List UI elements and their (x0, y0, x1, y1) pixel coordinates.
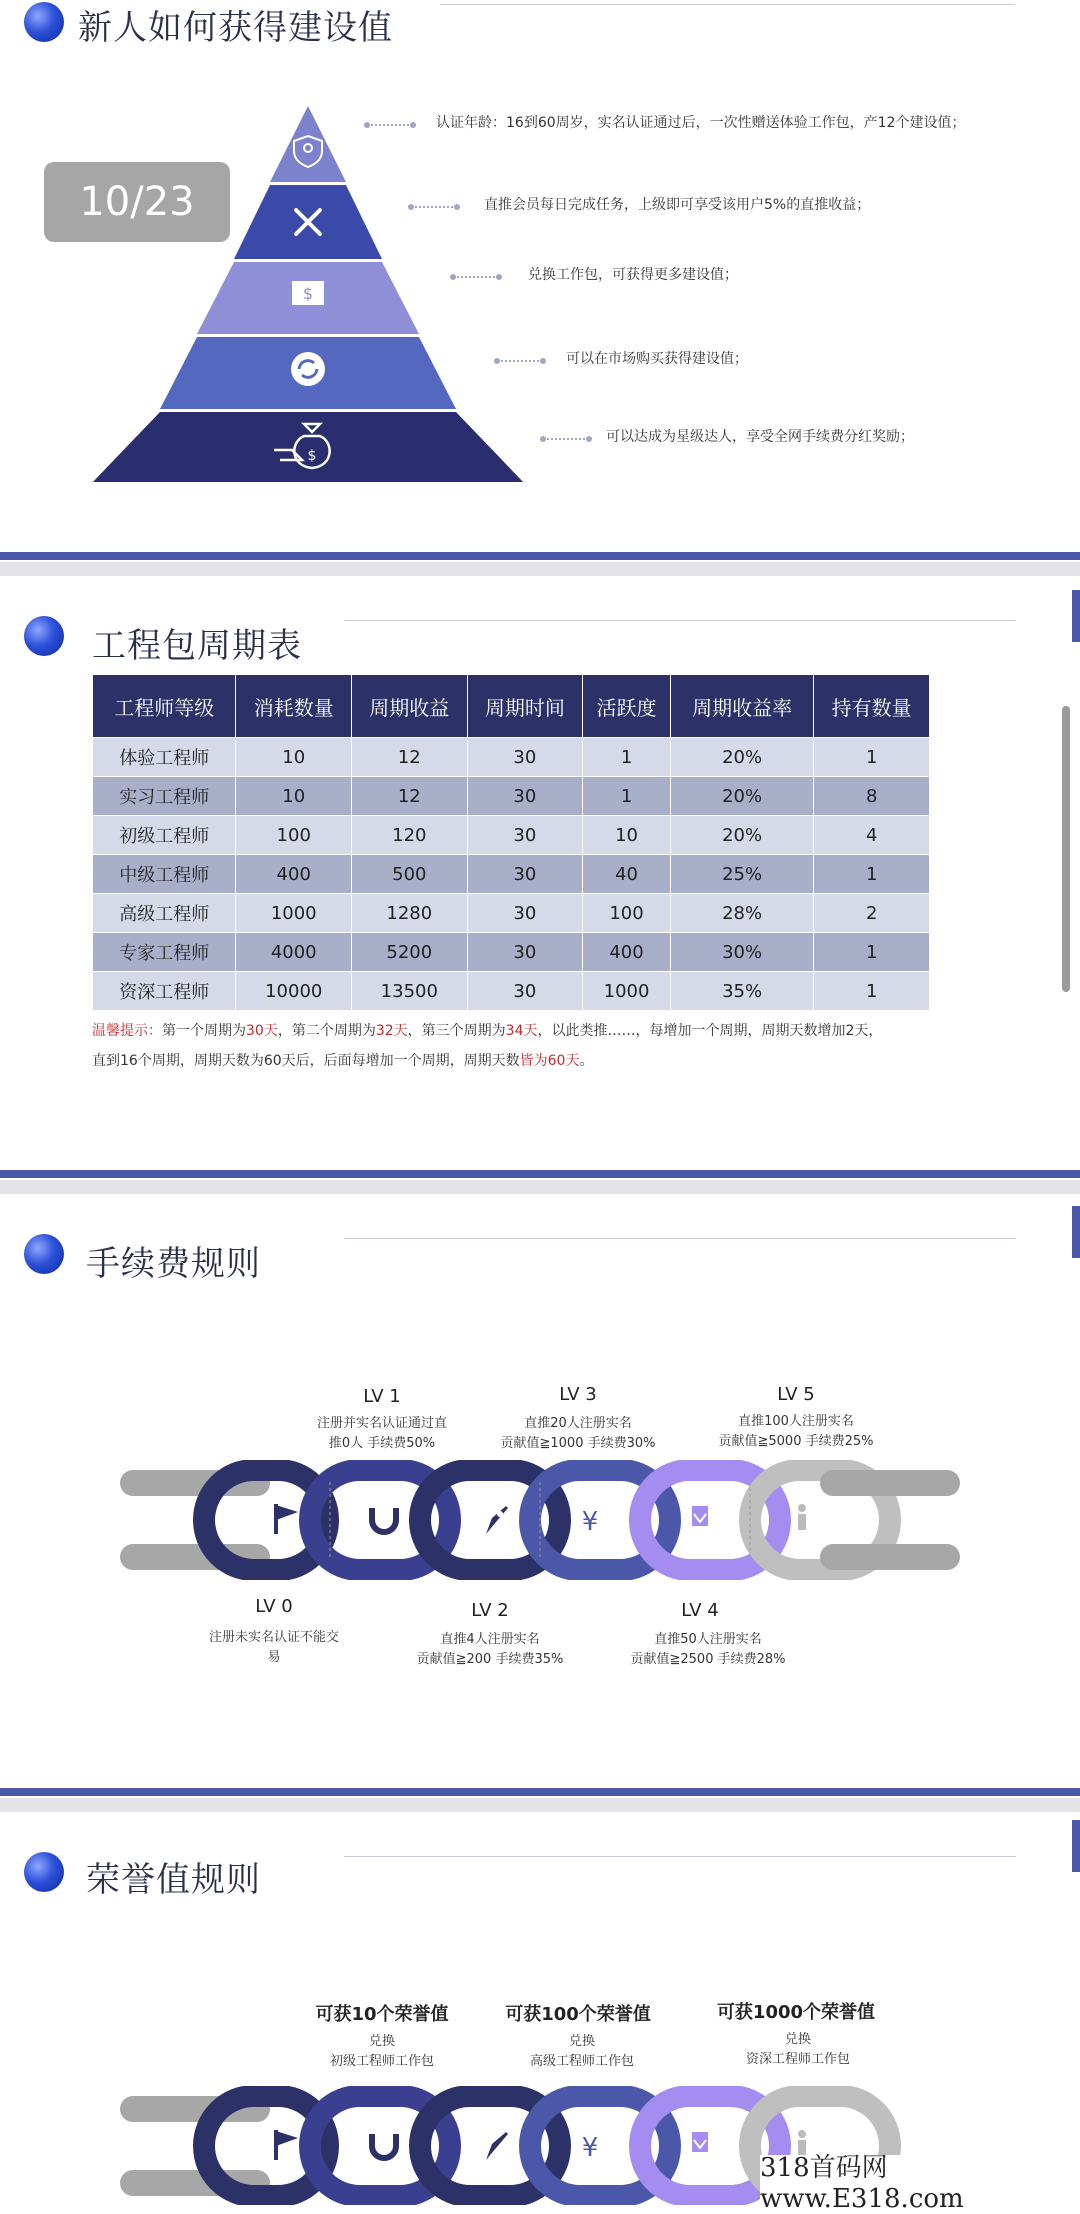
table-cell: 30 (467, 816, 583, 855)
table-cell: 35% (670, 972, 813, 1011)
table-row (93, 933, 930, 972)
level-desc (272, 1414, 492, 1454)
table-cell: 30 (467, 777, 583, 816)
level-title: LV 1 (363, 1386, 401, 1407)
table-cell: 30 (467, 855, 583, 894)
pyramid-connector (412, 206, 456, 208)
tip-text: ，第三个周期为 (407, 1023, 506, 1039)
level-desc (164, 1628, 384, 1668)
table-cell: 400 (236, 855, 352, 894)
pyramid-layer-5 (90, 412, 526, 482)
divider (344, 1238, 1016, 1239)
table-cell: 4000 (236, 933, 352, 972)
table-cell: 8 (814, 777, 930, 816)
tip-text: 。 (579, 1053, 594, 1069)
section-bullet-icon (24, 1852, 64, 1892)
section-bullet-icon (24, 1234, 64, 1274)
table-cell: 高级工程师 (93, 894, 236, 933)
table-cell: 专家工程师 (93, 933, 236, 972)
tip-text: ，第二个周期为 (277, 1023, 376, 1039)
magnet-icon (372, 2134, 396, 2158)
table-header-row (93, 675, 930, 738)
yen-icon: ¥ (581, 1507, 599, 1537)
pyramid-connector (544, 438, 588, 440)
table-row (93, 894, 930, 933)
table-cell: 资深工程师 (93, 972, 236, 1011)
level-title: LV 0 (255, 1596, 293, 1617)
rocket-icon (486, 1506, 508, 1534)
pyramid-connector (454, 276, 498, 278)
column-header: 消耗数量 (236, 675, 352, 738)
table-cell: 30 (467, 972, 583, 1011)
level-desc (468, 1414, 688, 1454)
section-divider-band (0, 1170, 1080, 1178)
honor-desc (472, 2032, 692, 2072)
section-divider-band (0, 562, 1080, 576)
honor-desc-line: 资深工程师工作包 (745, 2052, 850, 2067)
tip-highlight: 30天 (246, 1023, 278, 1039)
section-title: 工程包周期表 (92, 626, 302, 666)
scrollbar[interactable] (1062, 706, 1070, 992)
table-cell: 1 (814, 933, 930, 972)
page-indicator: 10/23 (44, 162, 230, 242)
pyramid-item-text: 可以在市场购买获得建设值； (566, 351, 748, 367)
level-desc-line: 易 (267, 1650, 281, 1665)
column-header: 周期收益 (352, 675, 468, 738)
tip-text: 直到16个周期，周期天数为60天后，后面每增加一个周期，周期天数 (92, 1053, 520, 1069)
table-cell: 28% (670, 894, 813, 933)
flag-icon (274, 2130, 298, 2160)
level-desc-line: 直推4人注册实名 (440, 1632, 540, 1647)
table-cell: 20% (670, 777, 813, 816)
honor-desc (272, 2032, 492, 2072)
table-cell: 30 (467, 933, 583, 972)
section-divider-band (0, 1180, 1080, 1194)
level-desc-line: 贡献值≧5000 手续费25% (718, 1434, 874, 1449)
column-header: 持有数量 (814, 675, 930, 738)
pyramid-item-text: 认证年龄：16到60周岁，实名认证通过后，一次性赠送体验工作包，产12个建设值； (436, 115, 966, 131)
table-cell: 30% (670, 933, 813, 972)
level-desc-line: 贡献值≧2500 手续费28% (630, 1652, 786, 1667)
download-icon (692, 1506, 708, 1526)
level-desc (598, 1630, 818, 1670)
level-title: LV 3 (559, 1384, 597, 1405)
table-cell: 13500 (352, 972, 468, 1011)
table-cell: 2 (814, 894, 930, 933)
table-cell: 12 (352, 738, 468, 777)
section-title: 荣誉值规则 (86, 1860, 261, 1900)
table-row (93, 816, 930, 855)
level-desc-line: 贡献值≧1000 手续费30% (500, 1436, 656, 1451)
table-cell: 1 (814, 738, 930, 777)
tip-highlight: 34天 (505, 1023, 538, 1039)
table-cell: 1 (814, 972, 930, 1011)
column-header: 周期收益率 (670, 675, 813, 738)
scroll-marker (1072, 1206, 1080, 1258)
magnet-icon (372, 1508, 396, 1532)
tip-highlight: 32天 (375, 1023, 408, 1039)
download-icon (692, 2132, 708, 2152)
table-row (93, 738, 930, 777)
honor-desc-line: 兑换 (368, 2034, 395, 2049)
honor-desc-line: 兑换 (568, 2034, 595, 2049)
level-desc-line: 直推20人注册实名 (524, 1416, 632, 1431)
section-bullet-icon (24, 616, 64, 656)
tip-label: 温馨提示： (92, 1023, 162, 1039)
table-cell: 40 (583, 855, 671, 894)
column-header: 工程师等级 (93, 675, 236, 738)
svg-text:$: $ (307, 448, 317, 464)
table-cell: 500 (352, 855, 468, 894)
table-cell: 30 (467, 738, 583, 777)
level-desc-line: 注册未实名认证不能交 (208, 1630, 339, 1645)
cycle-table (92, 674, 930, 1011)
table-cell: 20% (670, 816, 813, 855)
pyramid-item-text: 可以达成为星级达人，享受全网手续费分红奖励； (606, 429, 914, 445)
table-cell: 400 (583, 933, 671, 972)
watermark: 318首码网 www.E318.com (760, 2155, 1080, 2205)
table-cell: 5200 (352, 933, 468, 972)
table-row (93, 855, 930, 894)
table-cell: 10000 (236, 972, 352, 1011)
level-desc-line: 直推50人注册实名 (654, 1632, 762, 1647)
honor-desc-line: 兑换 (784, 2032, 811, 2047)
table-cell: 10 (236, 777, 352, 816)
level-desc-line: 直推100人注册实名 (738, 1414, 854, 1429)
table-cell: 1000 (236, 894, 352, 933)
table-cell: 1280 (352, 894, 468, 933)
yen-icon: ¥ (581, 2133, 599, 2163)
divider (440, 4, 1015, 5)
table-cell: 4 (814, 816, 930, 855)
table-cell: 30 (467, 894, 583, 933)
honor-title: 可获100个荣誉值 (505, 2004, 651, 2025)
table-cell: 1 (583, 738, 671, 777)
table-cell: 实习工程师 (93, 777, 236, 816)
tip-text: ，以此类推……，每增加一个周期，周期天数增加2天， (537, 1023, 883, 1039)
level-desc-line: 贡献值≧200 手续费35% (416, 1652, 564, 1667)
table-cell: 100 (236, 816, 352, 855)
scroll-marker (1072, 590, 1080, 642)
table-cell: 中级工程师 (93, 855, 236, 894)
person-icon (798, 1504, 806, 1530)
exchange-icon (291, 352, 325, 386)
level-desc-line: 推0人 手续费50% (328, 1436, 436, 1451)
pyramid-item-text: 直推会员每日完成任务，上级即可享受该用户5%的直推收益； (484, 197, 871, 213)
table-cell: 初级工程师 (93, 816, 236, 855)
pyramid-connector (368, 124, 412, 126)
section-title: 新人如何获得建设值 (78, 8, 393, 48)
scroll-marker (1072, 1820, 1080, 1872)
table-cell: 100 (583, 894, 671, 933)
level-title: LV 2 (471, 1600, 509, 1621)
table-row (93, 972, 930, 1011)
table-cell: 10 (236, 738, 352, 777)
dollar-bill-icon (292, 281, 324, 305)
tip-line-1 (92, 1020, 882, 1040)
honor-title: 可获1000个荣誉值 (716, 2002, 876, 2023)
flag-icon (274, 1504, 298, 1534)
honor-desc (688, 2030, 908, 2070)
pyramid-item-text: 兑换工作包，可获得更多建设值； (528, 267, 738, 283)
level-desc (380, 1630, 600, 1670)
table-cell: 1 (583, 777, 671, 816)
section-divider-band (0, 1788, 1080, 1796)
section-divider-band (0, 552, 1080, 560)
level-title: LV 4 (681, 1600, 719, 1621)
divider (344, 620, 1016, 621)
svg-text:$: $ (302, 284, 314, 303)
chain-graphic (120, 1460, 960, 1580)
table-cell: 1000 (583, 972, 671, 1011)
tip-text: 第一个周期为 (162, 1023, 246, 1039)
honor-title: 可获10个荣誉值 (315, 2004, 449, 2025)
tip-highlight: 皆为60天 (519, 1053, 580, 1069)
rocket-icon (486, 2132, 508, 2160)
table-cell: 120 (352, 816, 468, 855)
tip-line-2 (92, 1050, 593, 1070)
table-cell: 12 (352, 777, 468, 816)
section-bullet-icon (24, 2, 64, 42)
table-cell: 20% (670, 738, 813, 777)
level-desc-line: 注册并实名认证通过直 (316, 1416, 447, 1431)
table-cell: 体验工程师 (93, 738, 236, 777)
level-title: LV 5 (777, 1384, 815, 1405)
honor-desc-line: 初级工程师工作包 (329, 2054, 434, 2069)
column-header: 活跃度 (583, 675, 671, 738)
table-cell: 25% (670, 855, 813, 894)
section-title: 手续费规则 (86, 1244, 261, 1284)
table-row (93, 777, 930, 816)
section-divider-band (0, 1798, 1080, 1812)
level-desc (686, 1412, 906, 1452)
column-header: 周期时间 (467, 675, 583, 738)
table-cell: 1 (814, 855, 930, 894)
pyramid-connector (498, 360, 542, 362)
table-cell: 10 (583, 816, 671, 855)
divider (344, 1856, 1016, 1857)
honor-desc-line: 高级工程师工作包 (529, 2054, 634, 2069)
